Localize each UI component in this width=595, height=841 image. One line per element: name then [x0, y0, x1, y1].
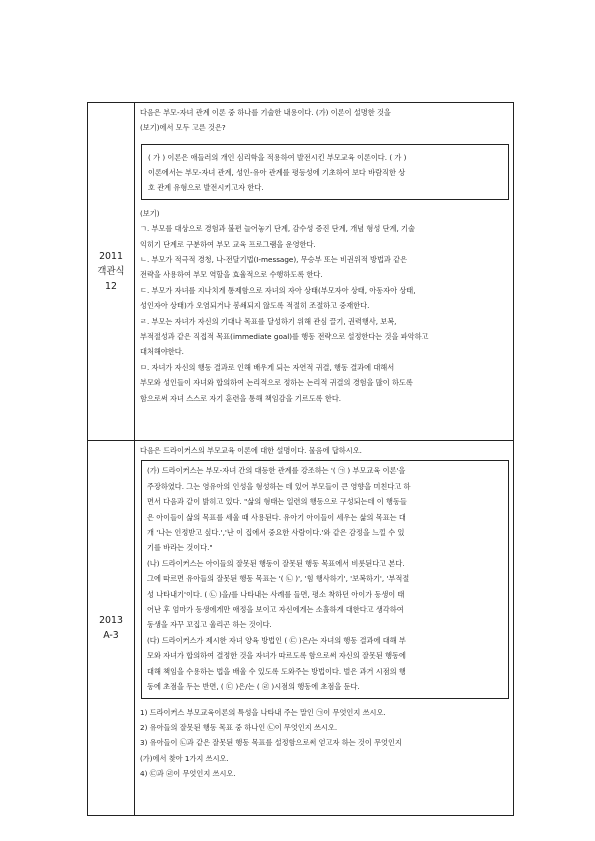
bogi-line: 성인자아 상태)가 오염되거나 봉쇄되지 않도록 적절히 조절하고 중재한다.	[140, 301, 370, 311]
box-line: (가) 드라이커스는 부모-자녀 간의 대등한 관계를 강조하는 '( ㉠ ) 부모교육 이론'을	[147, 466, 406, 476]
bogi-line: 부모와 성인들이 자녀와 합의하여 논리적으로 정하는 논리적 귀결의 경험을 많이 하도록	[140, 378, 413, 388]
year-label: 2013	[99, 615, 123, 626]
box-line: 호 관계 유형으로 발전시키고자 한다.	[148, 182, 264, 192]
box-line: 은 아이들이 삶의 목표를 세울 때 사용된다. 유아기 아이들이 세우는 삶의 목표는 대	[147, 512, 406, 522]
box-line: 동생을 자꾸 꼬집고 울리곤 하는 것이다.	[147, 620, 272, 630]
box-line: 기를 바라는 것이다."	[147, 543, 213, 553]
question-type-label: 객관식	[97, 266, 125, 277]
sub-question-line: 4) ㉢과 ㉣이 무엇인지 쓰시오.	[140, 769, 236, 779]
year-label: 2011	[99, 251, 123, 262]
box-line: 그에 따르면 유아들의 잘못된 행동 목표는 '( ㉡ )', '힘 행사하기', '보복하기', '부적절	[147, 574, 410, 584]
box-line: 면서 다음과 같이 밝히고 있다. "삶의 형태는 일련의 행동으로 구성되는데 이 행동들	[147, 497, 407, 507]
sub-question-line: 3) 유아들이 ㉡과 같은 잘못된 행동 목표를 설정함으로써 얻고자 하는 것이 무엇인지	[140, 738, 402, 748]
dreikurs-description-box	[141, 460, 509, 698]
sub-question-line: 2) 유아들의 잘못된 행동 목표 중 하나인 ㉡이 무엇인지 쓰시오.	[140, 722, 338, 732]
box-line: (나) 드라이커스는 아이들의 잘못된 행동이 잘못된 행동 목표에서 비롯된다고 본다.	[147, 558, 405, 568]
bogi-line: 전략을 사용하여 부모 역할을 효율적으로 수행하도록 한다.	[140, 270, 323, 280]
box-line: 개 '나는 인정받고 싶다.','난 이 집에서 중요한 사람이다.'와 같은 감정을 느낄 수 있	[147, 528, 405, 538]
box-line: 주장하였다. 그는 영유아의 인성을 형성하는 데 있어 부모들이 큰 영향을 미친다고 하	[147, 481, 411, 491]
question-content-2013	[135, 441, 514, 816]
box-line: 성 나타내기'이다. ( ㉡ )을/를 나타내는 사례를 들면, 평소 착하던 아이가 동생이 태	[147, 589, 405, 599]
bogi-section	[135, 206, 513, 409]
bogi-line: ㄹ. 부모는 자녀가 자신의 기대나 목표를 달성하기 위해 관심 끌기, 권력행사, 보복,	[140, 316, 397, 326]
year-cell-2013	[88, 441, 135, 816]
intro-line: 다음은 드라이커스의 부모교육 이론에 대한 설명이다. 물음에 답하시오.	[140, 446, 362, 455]
question-number-label: A-3	[103, 630, 119, 641]
bogi-line: 함으로써 자녀 스스로 자기 훈련을 통해 책임감을 기르도록 한다.	[140, 393, 342, 403]
bogi-line: 대처해야한다.	[140, 347, 184, 357]
box-line: 모와 자녀가 합의하여 결정한 것을 자녀가 따르도록 함으로써 자신의 잘못된 행동에	[147, 651, 406, 661]
box-line: 어난 후 엄마가 동생에게만 애정을 보이고 자신에게는 소홀하게 대한다고 생각하여	[147, 605, 404, 615]
bogi-line: ㄴ. 부모가 적극적 경청, 나-전달기법(I-message), 무승부 또는 비권위적 방법과 같은	[140, 255, 408, 265]
bogi-line: ㄷ. 부모가 자녀를 지나치게 통제함으로 자녀의 자아 상태(부모자아 상태, 아동자아 상태,	[140, 285, 416, 295]
question-content-2011	[135, 103, 514, 441]
box-line: 동에 초점을 두는 반면, ( ㉢ )은/는 ( ㉣ )시점의 행동에 초점을 둔다.	[147, 682, 360, 692]
theory-description-box	[141, 144, 509, 200]
exam-question-table	[87, 102, 514, 816]
question-body	[135, 441, 513, 458]
question-body	[135, 103, 513, 139]
box-line: 이론에서는 부모-자녀 관계, 성인-유아 관계를 평등성에 기초하여 보다 바람직한 상	[148, 167, 406, 177]
question-row-2011	[88, 103, 514, 441]
box-line: 대해 책임을 수용하는 법을 배울 수 있도록 도와주는 방법이다. 벌은 과거 시점의 행	[147, 666, 406, 676]
bogi-label: (보기)	[140, 208, 160, 218]
sub-question-line: 1) 드라이커스 부모교육이론의 특성을 나타내 주는 말인 ㉠이 무엇인지 쓰시오.	[140, 707, 386, 717]
box-line: (다) 드라이커스가 제시한 자녀 양육 방법인 ( ㉢ )은/는 자녀의 행동 결과에 대해 부	[147, 635, 406, 645]
sub-questions	[135, 705, 513, 785]
bogi-line: ㅁ. 자녀가 자신의 행동 결과로 인해 배우게 되는 자연적 귀결, 행동 결과에 대해서	[140, 362, 395, 372]
sub-question-line: (가)에서 찾아 1가지 쓰시오.	[140, 753, 229, 763]
bogi-line: ㄱ. 부모를 대상으로 경험과 불편 늘어놓기 단계, 감수성 증진 단계, 개념 형성 단계, 기술	[140, 224, 415, 234]
bogi-line: 익히기 단계로 구분하여 부모 교육 프로그램을 운영한다.	[140, 239, 316, 249]
year-cell-2011	[88, 103, 135, 441]
question-number-label: 12	[105, 281, 117, 292]
intro-line: 다음은 부모-자녀 관계 이론 중 하나를 기술한 내용이다. (가) 이론이 설명한 것을	[140, 108, 391, 117]
bogi-line: 부적절성과 같은 직접적 목표(immediate goal)를 행동 전략으로 설정한다는 것을 파악하고	[140, 332, 429, 342]
question-row-2013	[88, 441, 514, 816]
intro-line: (보기)에서 모두 고른 것은?	[140, 123, 226, 133]
box-line: ( 가 ) 이론은 애들러의 개인 심리학을 적용하여 발전시킨 부모교육 이론이다. ( 가 )	[148, 152, 407, 162]
